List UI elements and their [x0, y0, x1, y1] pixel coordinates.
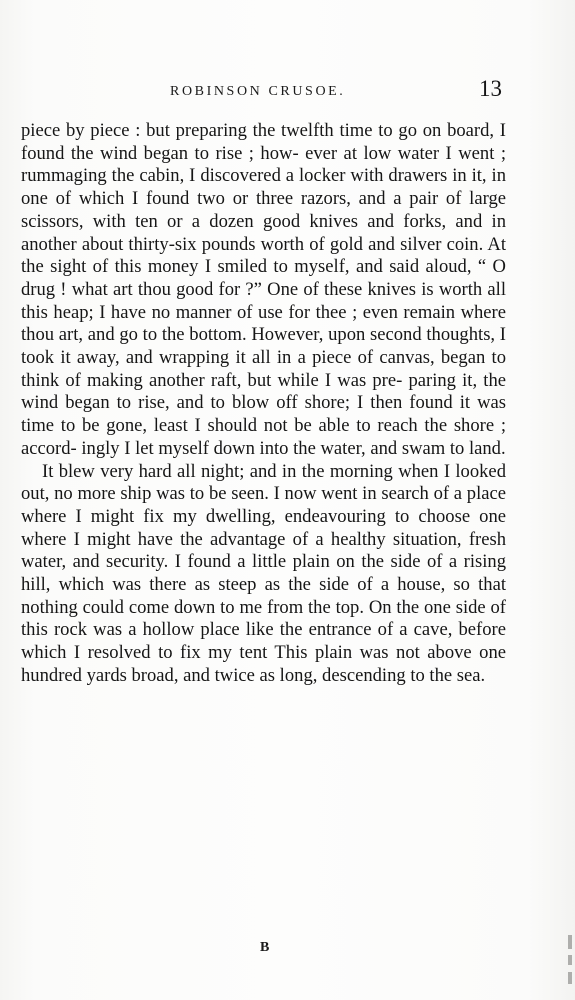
- signature-mark: B: [260, 940, 270, 955]
- page-edge-mark: [568, 935, 572, 949]
- page-number: 13: [479, 76, 502, 101]
- page-edge-mark: [568, 972, 572, 984]
- running-title: ROBINSON CRUSOE.: [170, 84, 346, 99]
- body-text: [21, 120, 506, 688]
- paragraph-2: It blew very hard all night; and in the morning when I looked out, no more ship was to be seen. I now went in search of a place where I might fix my dwelling, endeavouring to choose one where I might have the advantage of a healthy situation, fresh water, and security. I found a little plain on the side of a rising hill, which was there as steep as the side of a house, so that nothing could come down to me from the top. On the one side of this rock was a hollow place like the entrance of a cave, before which I resolved to fix my tent This plain was not above one hundred yards broad, and twice as long, descending to the sea.: [21, 460, 506, 686]
- page-edge-mark: [568, 955, 572, 965]
- page-header: [0, 76, 575, 106]
- paragraph-1: piece by piece : but preparing the twelfth time to go on board, I found the wind began to rise ; how- ever at low water I went ; rummaging the cabin, I discovered a locker with drawers in it, in one of which I found two or three razors, and a pair of large scissors, with ten or a dozen good knives and forks, and in another about thirty-six pounds worth of gold and silver coin. At the sight of this money I smiled to myself, and said aloud, “ O drug ! what art thou good for ?” One of these knives is worth all this heap; I have no manner of use for thee ; even remain where thou art, and go to the bottom. However, upon second thoughts, I took it away, and wrapping it all in a piece of canvas, began to think of making another raft, but while I was pre- paring it, the wind began to rise, and to blow off shore; I then found it was time to be gone, least I should not be able to reach the shore ; accord- ingly I let myself down into the water, and swam to land.: [21, 120, 506, 459]
